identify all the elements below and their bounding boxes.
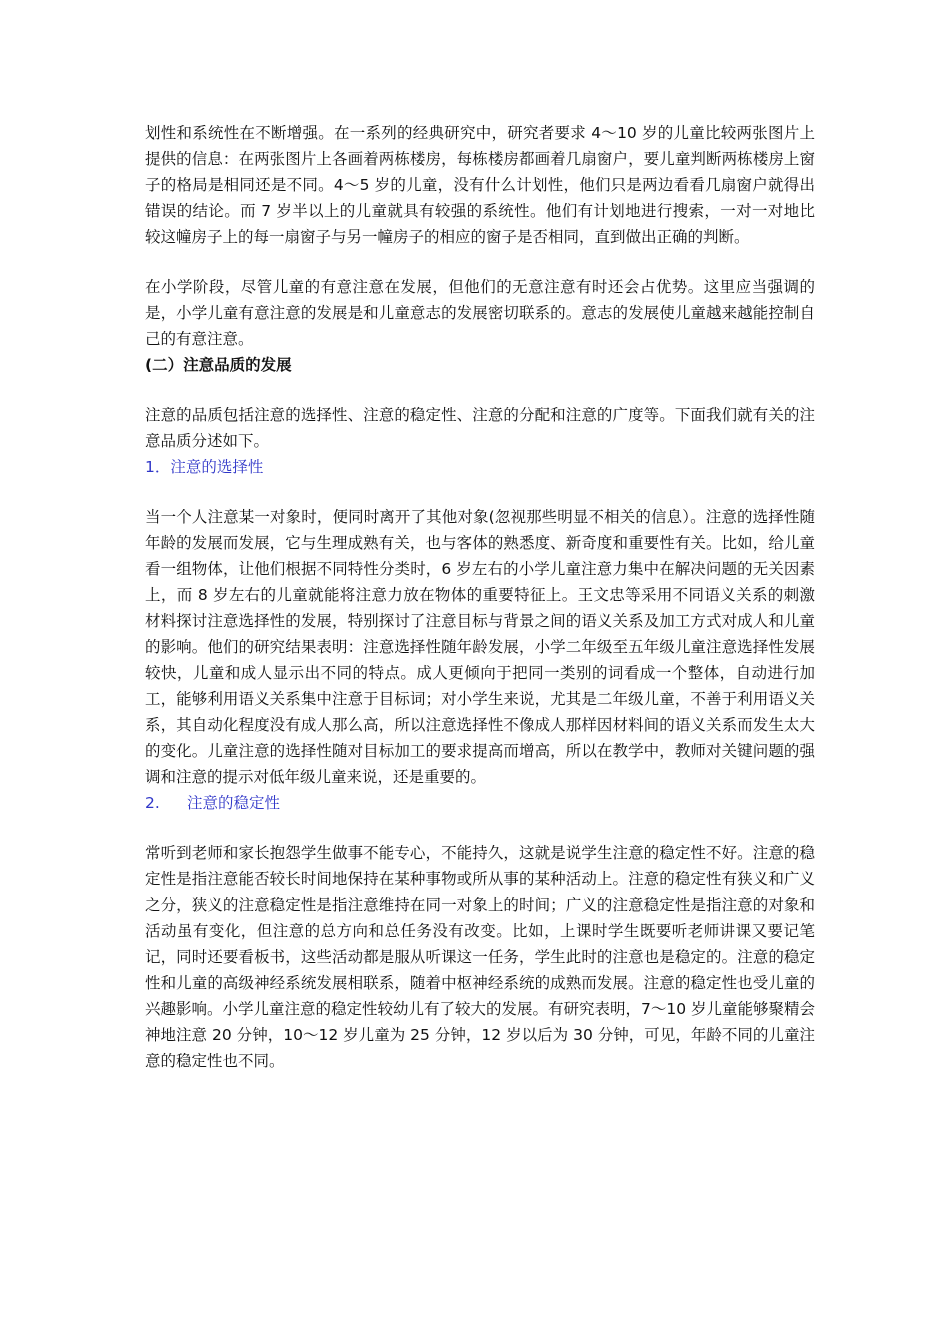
paragraph-primary-school-attention: 在小学阶段，尽管儿童的有意注意在发展，但他们的无意注意有时还会占优势。这里应当强调的是，小学儿童有意注意的发展是和儿童意志的发展密切联系的。意志的发展使儿童越来越能控制自己的有意注意。 bbox=[145, 278, 815, 348]
subheading-text: 注意的稳定性 bbox=[187, 794, 281, 812]
paragraph-attention-quality-intro: 注意的品质包括注意的选择性、注意的稳定性、注意的分配和注意的广度等。下面我们就有关的注意品质分述如下。 bbox=[145, 406, 815, 450]
subheading-stability bbox=[145, 790, 815, 816]
paragraph-planning-systematic: 划性和系统性在不断增强。在一系列的经典研究中，研究者要求 4～10 岁的儿童比较两张图片上提供的信息：在两张图片上各画着两栋楼房，每栋楼房都画着几扇窗户，要儿童判断两栋楼房上窗子的格局是相同还是不同。4～5 岁的儿童，没有什么计划性，他们只是两边看看几扇窗户就得出错误的结论。而 7 岁半以上的儿童就具有较强的系统性。他们有计划地进行搜索，一对一对地比较这幢房子上的每一扇窗子与另一幢房子的相应的窗子是否相同，直到做出正确的判断。 bbox=[145, 124, 815, 246]
subheading-number: 1． bbox=[145, 458, 171, 476]
section-heading-attention-quality: (二）注意品质的发展 bbox=[145, 356, 292, 374]
paragraph-stability: 常听到老师和家长抱怨学生做事不能专心，不能持久，这就是说学生注意的稳定性不好。注意的稳定性是指注意能否较长时间地保持在某种事物或所从事的某种活动上。注意的稳定性有狭义和广义之分，狭义的注意稳定性是指注意维持在同一对象上的时间；广义的注意稳定性是指注意的对象和活动虽有变化，但注意的总方向和总任务没有改变。比如，上课时学生既要听老师讲课又要记笔记，同时还要看板书，这些活动都是服从听课这一任务，学生此时的注意也是稳定的。注意的稳定性和儿童的高级神经系统发展相联系，随着中枢神经系统的成熟而发展。注意的稳定性也受儿童的兴趣影响。小学儿童注意的稳定性较幼儿有了较大的发展。有研究表明，7～10 岁儿童能够聚精会神地注意 20 分钟，10～12 岁儿童为 25 分钟，12 岁以后为 30 分钟，可见，年龄不同的儿童注意的稳定性也不同。 bbox=[145, 844, 816, 1070]
document-page bbox=[145, 120, 815, 1074]
paragraph-selectivity: 当一个人注意某一对象时，便同时离开了其他对象(忽视那些明显不相关的信息）。注意的选择性随年龄的发展而发展，它与生理成熟有关，也与客体的熟悉度、新奇度和重要性有关。比如，给儿童看一组物体，让他们根据不同特性分类时，6 岁左右的小学儿童注意力集中在解决问题的无关因素上，而 8 岁左右的儿童就能将注意力放在物体的重要特征上。王文忠等采用不同语义关系的刺激材料探讨注意选择性的发展，特别探讨了注意目标与背景之间的语义关系及加工方式对成人和儿童的影响。他们的研究结果表明：注意选择性随年龄发展，小学二年级至五年级儿童注意选择性发展较快，儿童和成人显示出不同的特点。成人更倾向于把同一类别的词看成一个整体，自动进行加工，能够利用语义关系集中注意于目标词；对小学生来说，尤其是二年级儿童，不善于利用语义关系，其自动化程度没有成人那么高，所以注意选择性不像成人那样因材料间的语义关系而发生太大的变化。儿童注意的选择性随对目标加工的要求提高而增高，所以在教学中，教师对关键问题的强调和注意的提示对低年级儿童来说，还是重要的。 bbox=[145, 508, 815, 786]
subheading-number: 2. bbox=[145, 794, 160, 812]
subheading-selectivity bbox=[145, 454, 815, 480]
subheading-text: 注意的选择性 bbox=[170, 458, 264, 476]
